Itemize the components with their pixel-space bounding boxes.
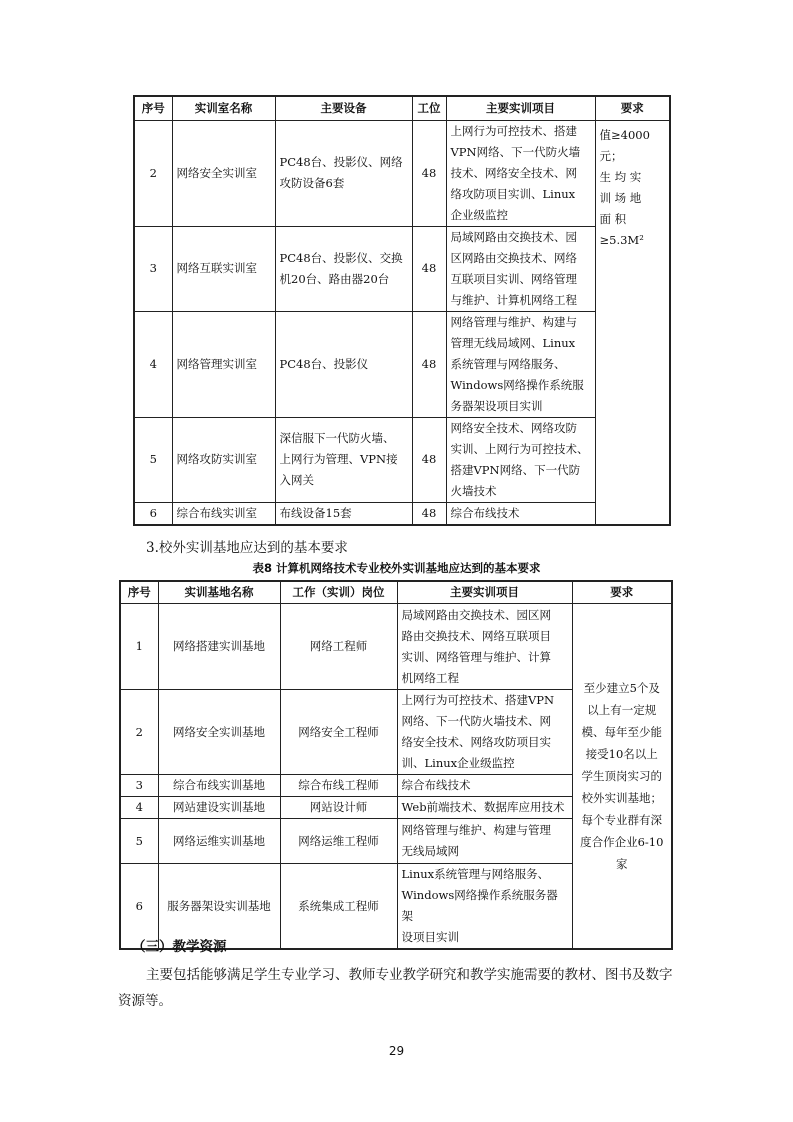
row-projects: 网络管理与维护、构建与 管理无线局域网、Linux 系统管理与网络服务、 Windows网络操作系统服 务器架设项目实训 — [446, 311, 595, 417]
row-post: 网络工程师 — [280, 604, 397, 690]
row-lab-name: 网络安全实训室 — [172, 120, 275, 226]
table-row — [134, 311, 670, 417]
table-row — [120, 604, 672, 690]
row-base-name: 网络搭建实训基地 — [158, 604, 280, 690]
row-projects: 上网行为可控技术、搭建 VPN网络、下一代防火墙 技术、网络安全技术、网 络攻防项目实训、Linux 企业级监控 — [446, 120, 595, 226]
table-row — [134, 417, 670, 502]
header-no: 序号 — [120, 581, 158, 604]
row-projects: Linux系统管理与网络服务、 Windows网络操作系统服务器架 设项目实训 — [397, 864, 572, 950]
row-equipment: 布线设备15套 — [275, 502, 412, 525]
page-number: 29 — [388, 1044, 405, 1058]
row-no: 5 — [134, 417, 172, 502]
lab-table-header — [134, 96, 670, 120]
row-seats: 48 — [412, 502, 446, 525]
row-no: 6 — [134, 502, 172, 525]
table-row — [134, 502, 670, 525]
table-caption: 表8 计算机网络技术专业校外实训基地应达到的基本要求 — [252, 561, 541, 575]
header-post: 工作（实训）岗位 — [280, 581, 397, 604]
header-base-name: 实训基地名称 — [158, 581, 280, 604]
row-projects: 综合布线技术 — [397, 775, 572, 797]
header-lab-name: 实训室名称 — [172, 96, 275, 120]
row-equipment: PC48台、投影仪、网络 攻防设备6套 — [275, 120, 412, 226]
row-projects: 局域网路由交换技术、园区网 路由交换技术、网络互联项目 实训、网络管理与维护、计算 机网络工程 — [397, 604, 572, 690]
row-projects: Web前端技术、数据库应用技术 — [397, 797, 572, 819]
row-no: 3 — [134, 226, 172, 311]
row-base-name: 服务器架设实训基地 — [158, 864, 280, 950]
row-projects: 上网行为可控技术、搭建VPN 网络、下一代防火墙技术、网 络安全技术、网络攻防项目实 训、Linux企业级监控 — [397, 690, 572, 775]
row-no: 4 — [120, 797, 158, 819]
header-no: 序号 — [134, 96, 172, 120]
row-equipment: PC48台、投影仪、交换 机20台、路由器20台 — [275, 226, 412, 311]
lab-table — [133, 95, 671, 526]
row-base-name: 综合布线实训基地 — [158, 775, 280, 797]
row-projects: 局域网路由交换技术、园 区网路由交换技术、网络 互联项目实训、网络管理 与维护、计算机网络工程 — [446, 226, 595, 311]
header-equipment: 主要设备 — [275, 96, 412, 120]
header-projects: 主要实训项目 — [397, 581, 572, 604]
row-no: 6 — [120, 864, 158, 950]
row-base-name: 网站建设实训基地 — [158, 797, 280, 819]
row-seats: 48 — [412, 311, 446, 417]
row-no: 5 — [120, 819, 158, 864]
table-row — [134, 226, 670, 311]
base-requirement: 至少建立5个及 以上有一定规 模、每年至少能 接受10名以上 学生顶岗实习的 校外实训基地； 每个专业群有深 度合作企业6-10 家 — [572, 604, 672, 950]
row-equipment: 深信服下一代防火墙、 上网行为管理、VPN接 入网关 — [275, 417, 412, 502]
row-post: 系统集成工程师 — [280, 864, 397, 950]
row-seats: 48 — [412, 120, 446, 226]
base-table — [119, 580, 673, 950]
row-projects: 网络安全技术、网络攻防 实训、上网行为可控技术、 搭建VPN网络、下一代防 火墙技术 — [446, 417, 595, 502]
row-base-name: 网络运维实训基地 — [158, 819, 280, 864]
row-lab-name: 网络管理实训室 — [172, 311, 275, 417]
row-seats: 48 — [412, 417, 446, 502]
row-no: 3 — [120, 775, 158, 797]
row-no: 2 — [120, 690, 158, 775]
row-projects: 综合布线技术 — [446, 502, 595, 525]
row-post: 网络运维工程师 — [280, 819, 397, 864]
row-base-name: 网络安全实训基地 — [158, 690, 280, 775]
row-no: 4 — [134, 311, 172, 417]
row-post: 网络安全工程师 — [280, 690, 397, 775]
header-projects: 主要实训项目 — [446, 96, 595, 120]
resources-paragraph: 主要包括能够满足学生专业学习、教师专业教学研究和教学实施需要的教材、图书及数字资源等。 — [118, 967, 673, 1009]
row-lab-name: 网络攻防实训室 — [172, 417, 275, 502]
row-no: 2 — [134, 120, 172, 226]
row-lab-name: 网络互联实训室 — [172, 226, 275, 311]
row-post: 网站设计师 — [280, 797, 397, 819]
row-projects: 网络管理与维护、构建与管理 无线局域网 — [397, 819, 572, 864]
header-seats: 工位 — [412, 96, 446, 120]
resources-heading: （三）教学资源 — [132, 939, 227, 955]
row-lab-name: 综合布线实训室 — [172, 502, 275, 525]
lab-requirement: 值≥4000 元； 生 均 实 训 场 地 面 积 ≥5.3M² — [595, 120, 670, 525]
header-requirement: 要求 — [595, 96, 670, 120]
row-equipment: PC48台、投影仪 — [275, 311, 412, 417]
section-title: 3.校外实训基地应达到的基本要求 — [146, 540, 348, 556]
base-table-header — [120, 581, 672, 604]
table-row — [134, 120, 670, 226]
header-requirement: 要求 — [572, 581, 672, 604]
row-post: 综合布线工程师 — [280, 775, 397, 797]
row-seats: 48 — [412, 226, 446, 311]
row-no: 1 — [120, 604, 158, 690]
